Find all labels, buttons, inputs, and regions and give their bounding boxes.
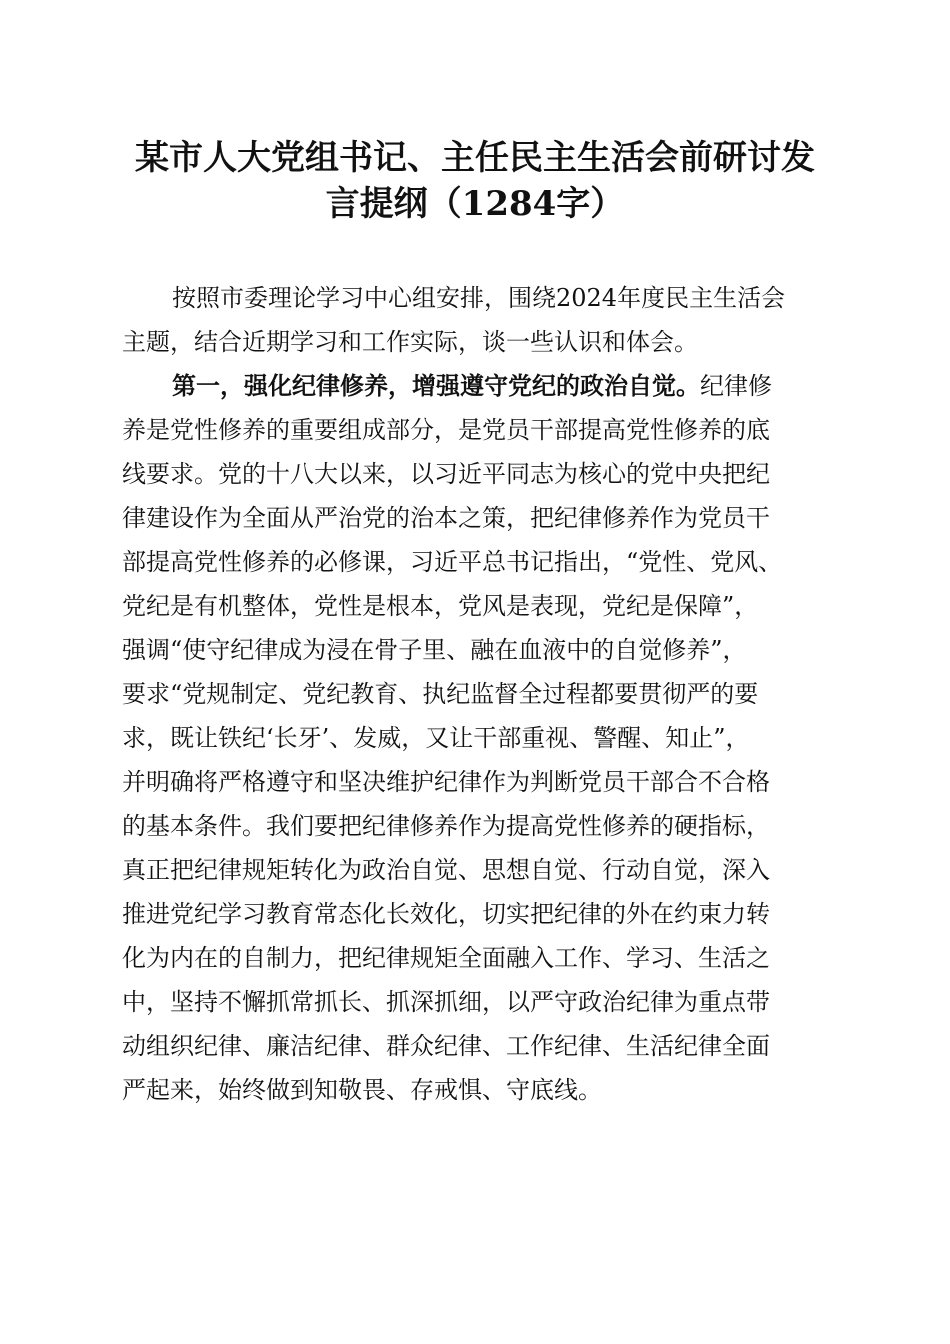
section-1-paragraph (122, 364, 834, 1112)
section-1-first-line (122, 364, 834, 408)
section-1-lead-sentence: 第一，强化纪律修养，增强遵守党纪的政治自觉。 (172, 371, 700, 400)
intro-paragraph (122, 276, 834, 364)
paragraph-line: 部提高党性修养的必修课，习近平总书记指出，“党性、党风、 (122, 548, 783, 576)
paragraph-line: 真正把纪律规矩转化为政治自觉、思想自觉、行动自觉，深入 (122, 856, 770, 884)
paragraph-line: 动组织纪律、廉洁纪律、群众纪律、工作纪律、生活纪律全面 (122, 1032, 770, 1060)
paragraph-line: 主题，结合近期学习和工作实际，谈一些认识和体会。 (122, 328, 698, 356)
paragraph-line: 养是党性修养的重要组成部分，是党员干部提高党性修养的底 (122, 416, 770, 444)
paragraph-line: 求，既让铁纪‘长牙’、发威，又让干部重视、警醒、知止”， (122, 724, 750, 752)
paragraph-line: 按照市委理论学习中心组安排，围绕2024年度民主生活会 (172, 284, 786, 312)
paragraph-line: 中，坚持不懈抓常抓长、抓深抓细，以严守政治纪律为重点带 (122, 988, 770, 1016)
paragraph-line: 律建设作为全面从严治党的治本之策，把纪律修养作为党员干 (122, 504, 770, 532)
paragraph-line: 推进党纪学习教育常态化长效化，切实把纪律的外在约束力转 (122, 900, 770, 928)
document-title-line-2: 言提纲（1284字） (325, 184, 625, 224)
paragraph-line: 党纪是有机整体，党性是根本，党风是表现，党纪是保障”， (122, 592, 759, 620)
paragraph-line: 的基本条件。我们要把纪律修养作为提高党性修养的硬指标， (122, 812, 770, 840)
document-title-line-1: 某市人大党组书记、主任民主生活会前研讨发 (135, 138, 815, 178)
paragraph-line: 要求“党规制定、党纪教育、执纪监督全过程都要贯彻严的要 (122, 680, 759, 708)
paragraph-line: 并明确将严格遵守和坚决维护纪律作为判断党员干部合不合格 (122, 768, 770, 796)
paragraph-line: 化为内在的自制力，把纪律规矩全面融入工作、学习、生活之 (122, 944, 770, 972)
section-1-first-line-rest: 纪律修 (700, 372, 772, 400)
paragraph-line: 线要求。党的十八大以来，以习近平同志为核心的党中央把纪 (122, 460, 770, 488)
paragraph-line: 强调“使守纪律成为浸在骨子里、融在血液中的自觉修养”， (122, 636, 747, 664)
paragraph-line: 严起来，始终做到知敬畏、存戒惧、守底线。 (122, 1076, 602, 1104)
